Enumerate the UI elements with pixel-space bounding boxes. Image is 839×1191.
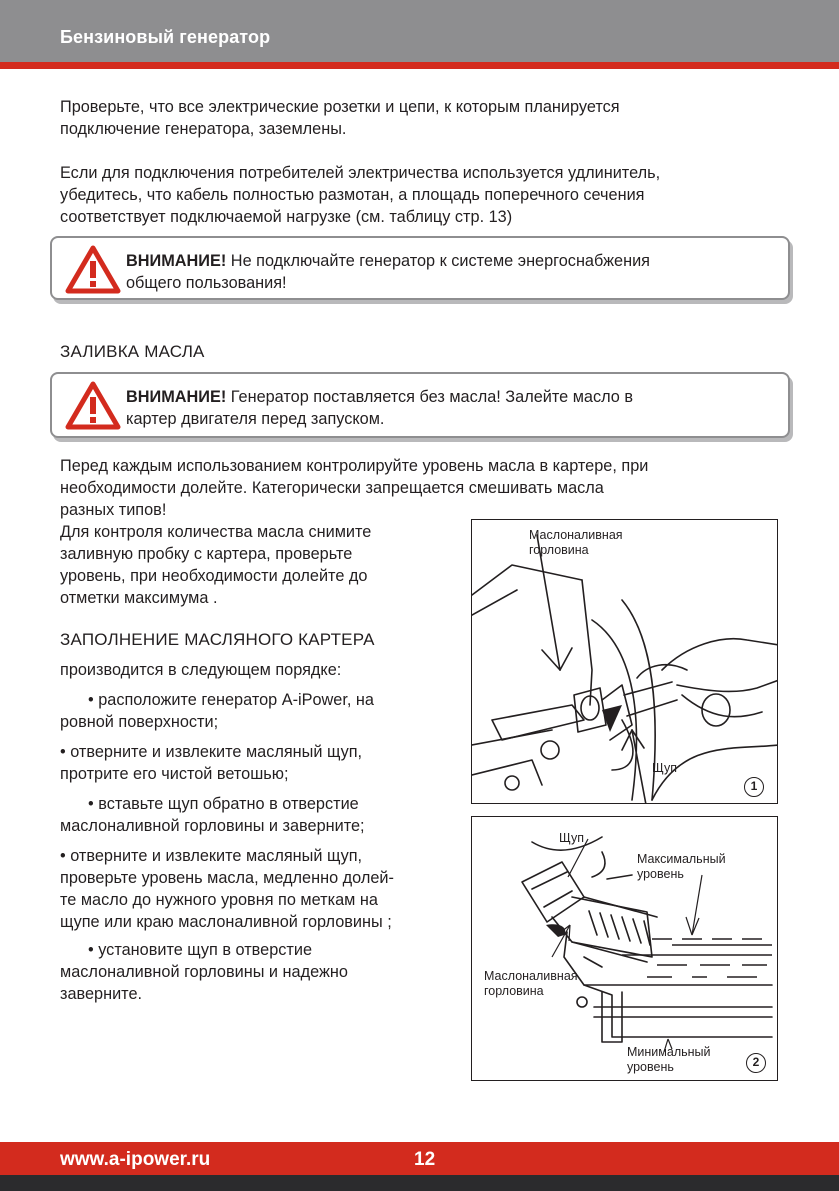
text-line: • вставьте щуп обратно в отверстие [88,795,359,813]
fill-step-4 [60,845,394,933]
text-line: отметки максимума . [60,589,218,607]
text-line: уровень, при необходимости долейте до [60,567,368,585]
fill-step-5 [60,939,348,1005]
text-line: Проверьте, что все электрические розетки и цепи, к которым планируется [60,98,620,116]
text-line: • отверните и извлеките масляный щуп, [60,743,363,761]
text-line: • установите щуп в отверстие [88,941,313,959]
footer-url: www.a-ipower.ru [60,1149,211,1170]
warning-label: ВНИМАНИЕ! [126,252,227,270]
text-line: • отверните и извлеките масляный щуп, [60,847,363,865]
label-line: Максимальный [637,852,726,866]
figure-2-label-neck [484,969,578,999]
figure-2-label-max [637,852,726,882]
warning-triangle-icon [64,244,122,296]
warning-line: Генератор поставляется без масла! Залейте масло в [226,388,634,406]
footer-dark-band [0,1175,839,1191]
warning-line: картер двигателя перед запуском. [126,410,385,428]
figure-1-number: 1 [744,777,764,797]
text-line: соответствует подключаемой нагрузке (см. таблицу стр. 13) [60,208,513,226]
label-line: Маслоналивная [484,969,578,983]
figure-1-oil-neck [471,519,778,804]
fill-step-2 [60,741,362,785]
oil-paragraph-1 [60,455,648,521]
header-title: Бензиновый генератор [60,27,271,47]
warning-line: общего пользования! [126,274,287,292]
text-line: Если для подключения потребителей электричества используется удлинитель, [60,164,661,182]
text-line: Перед каждым использованием контролируйте уровень масла в картере, при [60,457,649,475]
warning-line: Не подключайте генератор к системе энергоснабжения [226,252,650,270]
text-line: протрите его чистой ветошью; [60,765,289,783]
intro-paragraph-2 [60,162,660,228]
figure-1-drawing [472,520,778,804]
text-line: убедитесь, что кабель полностью размотан, а площадь поперечного сечения [60,186,645,204]
text-line: заливную пробку с картера, проверьте [60,545,353,563]
figure-1-label-neck [529,528,623,558]
text-line: ровной поверхности; [60,713,219,731]
text-line: проверьте уровень масла, медленно долей- [60,869,394,887]
fill-step-3 [60,793,365,837]
intro-paragraph-1 [60,96,620,140]
warning-label: ВНИМАНИЕ! [126,388,227,406]
figure-2-number: 2 [746,1053,766,1073]
label-line: уровень [627,1060,674,1074]
warning-text [126,386,633,430]
text-line: Для контроля количества масла снимите [60,523,372,541]
text-line: те масло до нужного уровня по меткам на [60,891,378,909]
fill-step-1 [60,689,374,733]
label-line: Маслоналивная [529,528,623,542]
figure-1-label-dipstick: Щуп [652,761,678,775]
text-line: маслоналивной горловины и заверните; [60,817,365,835]
warning-triangle-icon [64,380,122,432]
label-line: горловина [484,984,544,998]
warning-box-grid [50,236,790,300]
text-line: • расположите генератор A-iPower, на [88,691,374,709]
warning-text [126,250,650,294]
label-line: Минимальный [627,1045,711,1059]
figure-2-oil-levels [471,816,778,1081]
header-stripe [0,62,839,69]
text-line: разных типов! [60,501,167,519]
figure-2-label-min [627,1045,711,1075]
warning-box-no-oil [50,372,790,438]
fill-intro [60,659,341,681]
text-line: заверните. [60,985,143,1003]
label-line: уровень [637,867,684,881]
text-line: подключение генератора, заземлены. [60,120,347,138]
figure-2-label-dipstick: Щуп [559,831,585,845]
text-line: щупе или краю маслоналивной горловины ; [60,913,392,931]
oil-paragraph-2 [60,521,371,609]
text-line: необходимости долейте. Категорически запрещается смешивать масла [60,479,604,497]
section-heading-oil: ЗАЛИВКА МАСЛА [60,342,205,361]
page-number: 12 [414,1149,436,1170]
text-line: маслоналивной горловины и надежно [60,963,348,981]
section-heading-fill: ЗАПОЛНЕНИЕ МАСЛЯНОГО КАРТЕРА [60,630,375,649]
text-line: производится в следующем порядке: [60,661,342,679]
figure-2-drawing [472,817,778,1081]
label-line: горловина [529,543,589,557]
